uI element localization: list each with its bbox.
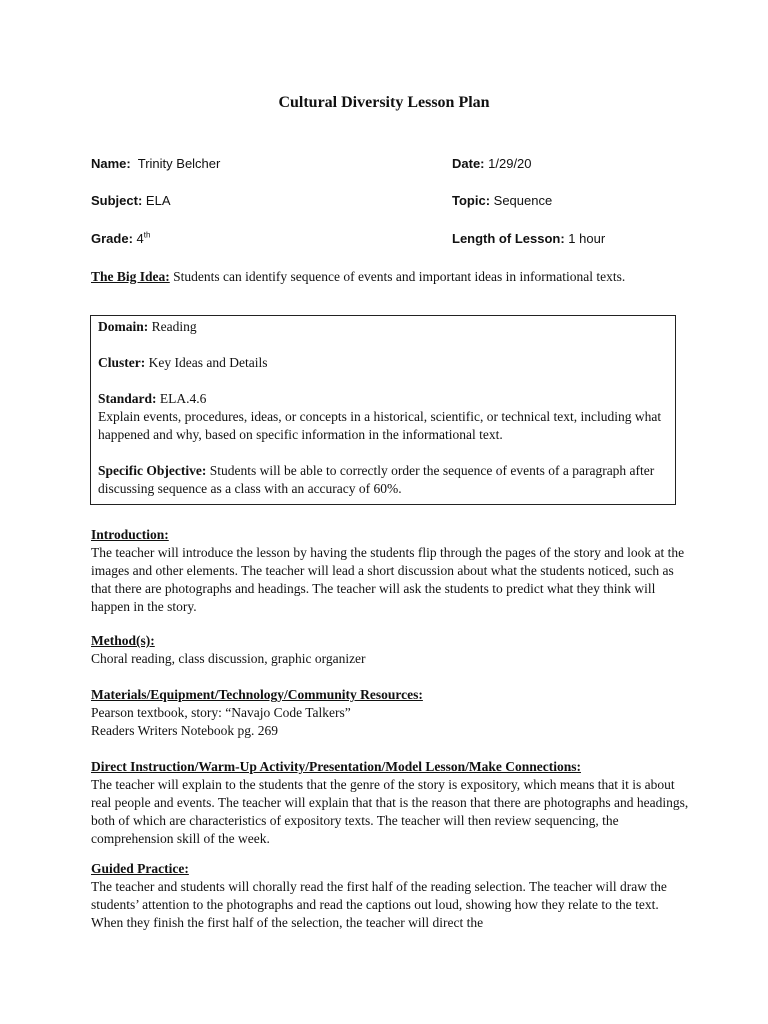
date-field bbox=[452, 156, 532, 171]
objective-text: Students will be able to correctly order the sequence of events of a paragraph after discussing sequence as a class with an accuracy of 60%. bbox=[98, 463, 655, 496]
cluster-label: Cluster: bbox=[98, 355, 146, 370]
introduction-section bbox=[91, 526, 691, 616]
direct-instruction-text: The teacher will explain to the students that the genre of the story is expository, which means that it is about real people and events. The teacher will explain that that is the reason that there are photographs and headings, both of which are characteristics of expository texts. The teacher will then review sequencing, the comprehension skill of the week. bbox=[91, 777, 689, 846]
subject-value: ELA bbox=[145, 193, 171, 208]
standard-label: Standard: bbox=[98, 391, 157, 406]
guided-practice-heading: Guided Practice: bbox=[91, 861, 189, 876]
grade-suffix: th bbox=[143, 230, 151, 240]
cluster-value: Key Ideas and Details bbox=[148, 355, 268, 370]
standard-value: ELA.4.6 bbox=[159, 391, 207, 406]
objective-label: Specific Objective: bbox=[98, 463, 207, 478]
length-label: Length of Lesson: bbox=[452, 231, 565, 246]
name-field bbox=[91, 156, 220, 171]
introduction-text: The teacher will introduce the lesson by having the students flip through the pages of the story and look at the images and other elements. The teacher will lead a short discussion about what the students noticed, such as that there are photographs and headings. The teacher will ask the students to predict what they think will happen in the story. bbox=[91, 545, 685, 614]
subject-label: Subject: bbox=[91, 193, 143, 208]
grade-label: Grade: bbox=[91, 231, 133, 246]
topic-label: Topic: bbox=[452, 193, 491, 208]
big-idea-heading: The Big Idea: bbox=[91, 269, 170, 284]
standards-box bbox=[90, 315, 676, 505]
page-title: Cultural Diversity Lesson Plan bbox=[278, 94, 490, 111]
materials-line-2: Readers Writers Notebook pg. 269 bbox=[91, 723, 279, 738]
big-idea-text: Students can identify sequence of events and important ideas in informational texts. bbox=[173, 269, 626, 284]
materials-section bbox=[91, 686, 691, 740]
length-field bbox=[452, 231, 605, 246]
domain-label: Domain: bbox=[98, 319, 149, 334]
big-idea-section bbox=[91, 268, 681, 286]
topic-value: Sequence bbox=[493, 193, 553, 208]
date-value: 1/29/20 bbox=[488, 156, 532, 171]
direct-instruction-section bbox=[91, 758, 691, 848]
materials-line-1: Pearson textbook, story: “Navajo Code Talkers” bbox=[91, 705, 351, 720]
methods-heading: Method(s): bbox=[91, 633, 155, 648]
topic-field bbox=[452, 193, 552, 208]
subject-field bbox=[91, 193, 171, 208]
grade-value: 4th bbox=[136, 230, 151, 246]
materials-heading: Materials/Equipment/Technology/Community Resources: bbox=[91, 687, 423, 702]
direct-instruction-heading: Direct Instruction/Warm-Up Activity/Presentation/Model Lesson/Make Connections: bbox=[91, 759, 581, 774]
standard-text: Explain events, procedures, ideas, or concepts in a historical, scientific, or technical text, including what happened and why, based on specific information in the informational text. bbox=[98, 409, 662, 442]
date-label: Date: bbox=[452, 156, 485, 171]
name-label: Name: bbox=[91, 156, 131, 171]
methods-text: Choral reading, class discussion, graphic organizer bbox=[91, 651, 366, 666]
guided-practice-text: The teacher and students will chorally read the first half of the reading selection. The teacher will draw the students’ attention to the photographs and read the captions out loud, showing how they relate to the text. When they finish the first half of the selection, the teacher will direct the bbox=[91, 879, 667, 930]
domain-value: Reading bbox=[151, 319, 197, 334]
length-value: 1 hour bbox=[568, 231, 606, 246]
name-value: Trinity Belcher bbox=[137, 156, 221, 171]
methods-section bbox=[91, 632, 691, 668]
grade-field bbox=[91, 231, 150, 246]
guided-practice-section bbox=[91, 860, 691, 932]
introduction-heading: Introduction: bbox=[91, 527, 169, 542]
